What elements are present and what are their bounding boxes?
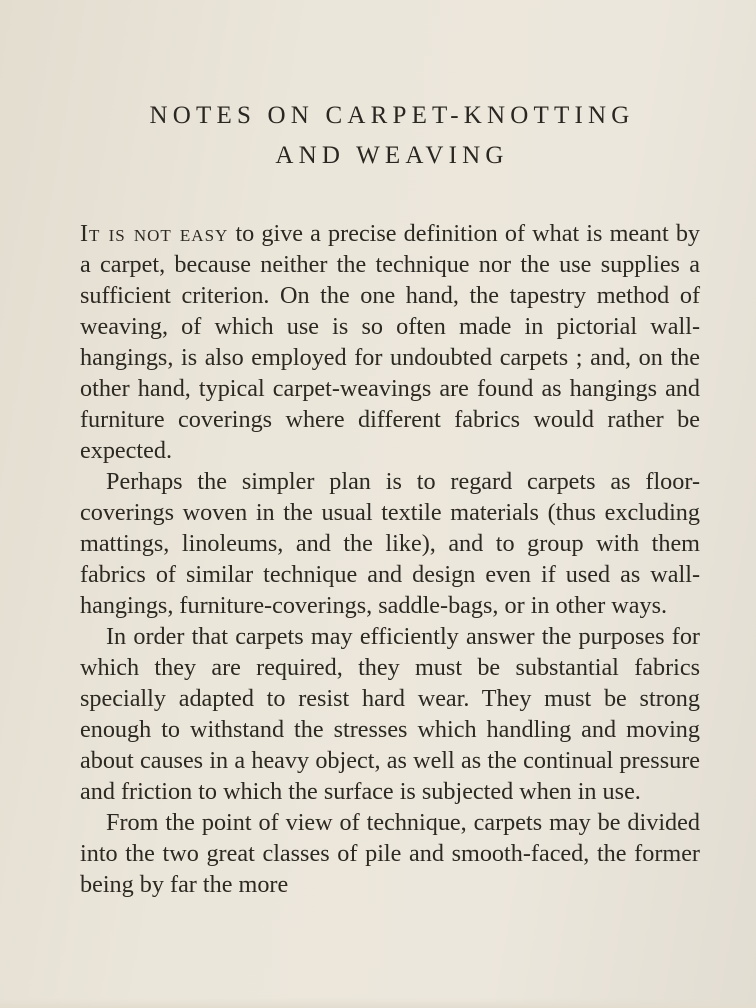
paragraph-1-text: to give a precise definition of what is meant by a carpet, because neither the technique nor the use supplies a sufficient criterion. On the one hand, the tapestry method of weaving, of which use is so often made in pictorial wall-hangings, is also employed for undoubted carpets ; and, on the other hand, typical carpet-weavings are found as hangings and furniture coverings where different fabrics would rather be expected.	[80, 220, 701, 464]
chapter-heading	[60, 96, 724, 176]
paragraph-3: In order that carpets may efficiently answer the purposes for which they are required, they must be substantial fabrics specially adapted to resist hard wear. They must be strong enough to withstand the stresses which handling and moving about causes in a heavy object, as well as the continual pressure and friction to which the surface is subjected when in use.	[80, 623, 700, 805]
chapter-heading-line-1: NOTES ON CARPET-KNOTTING	[149, 102, 635, 129]
chapter-heading-line-2: AND WEAVING	[275, 142, 509, 169]
paragraph-lead-in: It is not easy	[80, 220, 229, 247]
paragraph-2: Perhaps the simpler plan is to regard carpets as floor-coverings woven in the usual textile materials (thus excluding mattings, linoleums, and the like), and to group with them fabrics of similar technique and design even if used as wall-hangings, furniture-coverings, saddle-bags, or in other ways.	[80, 468, 700, 619]
body-text	[80, 218, 700, 900]
paragraph-1	[80, 218, 700, 466]
paragraph-4: From the point of view of technique, carpets may be divided into the two great classes of pile and smooth-faced, the former being by far the more	[80, 809, 700, 898]
page-bottom-edge	[0, 998, 756, 1008]
